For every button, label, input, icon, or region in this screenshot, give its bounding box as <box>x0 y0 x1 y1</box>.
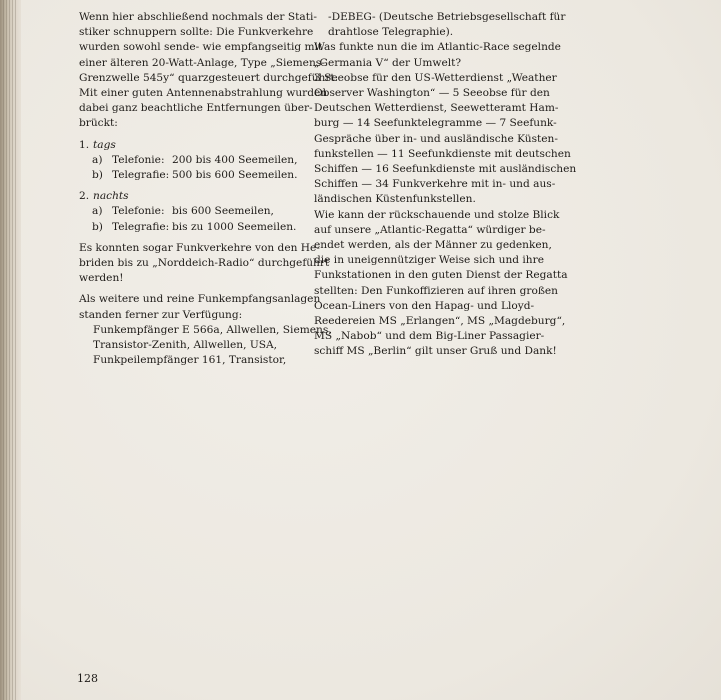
list-item <box>92 168 303 183</box>
text-line: schiff MS „Berlin“ gilt unser Gruß und Dank! <box>314 345 557 358</box>
intro-paragraph <box>79 10 339 132</box>
item-letter: b) <box>92 220 103 233</box>
list-day <box>79 138 303 184</box>
list-night <box>79 189 303 235</box>
item-value: bis 600 Seemeilen, <box>172 205 274 218</box>
text-line: brückt: <box>79 117 118 130</box>
item-letter: a) <box>92 153 103 166</box>
text-line: Grenzwelle 545y“ quarzgesteuert durchgeführt. <box>79 71 339 84</box>
text-line: Deutschen Wetterdienst, Seewetteramt Ham- <box>314 102 559 115</box>
text-line: ländischen Küstenfunkstellen. <box>314 193 476 206</box>
list-number: 1. <box>79 138 90 151</box>
text-line: „Germania V“ der Umwelt? <box>314 56 462 69</box>
left-column <box>79 10 339 374</box>
text-line: Ocean-Liners von den Hapag- und Lloyd- <box>314 299 535 312</box>
text-line: Was funkte nun die im Atlantic-Race segelnde <box>314 41 561 54</box>
text-line: einer älteren 20-Watt-Anlage, Type „Siemens- <box>79 56 325 69</box>
equipment-list <box>79 323 332 369</box>
text-line: stellten: Den Funkoffizieren auf ihren großen <box>314 284 559 297</box>
text-line: Reedereien MS „Erlangen“, MS „Magdeburg“, <box>314 315 566 328</box>
item-value: bis zu 1000 Seemeilen. <box>172 220 297 233</box>
text-line: briden bis zu „Norddeich-Radio“ durchgeführt <box>79 257 330 270</box>
text-line: auf unsere „Atlantic-Regatta“ würdiger be- <box>314 223 546 236</box>
item-value: 500 bis 600 Seemeilen. <box>172 169 298 182</box>
item-key: Telegrafie: <box>112 169 170 182</box>
list-number: 2. <box>79 190 90 203</box>
right-column <box>314 10 577 366</box>
text-line: Schiffen — 16 Seefunkdienste mit ausländischen <box>314 163 577 176</box>
text-line: stiker schnuppern sollte: Die Funkverkehre <box>79 26 314 39</box>
text-line: Es konnten sogar Funkverkehre von den He- <box>79 241 320 254</box>
text-line: 3 Seeobse für den US-Wetterdienst „Weather <box>314 71 557 84</box>
text-line: Als weitere und reine Funkempfangsanlagen <box>79 293 321 306</box>
text-line: Mit einer guten Antennenabstrahlung wurden <box>79 87 328 100</box>
item-key: Telefonie: <box>112 205 165 218</box>
list-label: tags <box>93 138 116 151</box>
book-page <box>21 0 721 700</box>
list-heading <box>79 189 303 204</box>
text-line: Wenn hier abschließend nochmals der Stati- <box>79 11 317 23</box>
list-heading <box>79 138 303 153</box>
list-item <box>92 153 303 168</box>
page-number: 128 <box>77 672 98 685</box>
text-line: funkstellen — 11 Seefunkdienste mit deutschen <box>314 147 571 160</box>
text-line: MS „Nabob“ und dem Big-Liner Passagier- <box>314 330 545 343</box>
stats-paragraph <box>314 71 577 208</box>
question-paragraph <box>314 40 561 70</box>
equipment-item: Transistor-Zenith, Allwellen, USA, <box>93 339 278 352</box>
text-line: Funkstationen in den guten Dienst der Regatta <box>314 269 568 282</box>
equipment-item: Funkempfänger E 566a, Allwellen, Siemens, <box>93 323 332 336</box>
closing-paragraph <box>314 208 568 360</box>
text-line: Schiffen — 34 Funkverkehre mit in- und aus- <box>314 178 556 191</box>
text-line: -DEBEG- (Deutsche Betriebsgesellschaft für <box>328 11 566 23</box>
list-item <box>92 220 303 235</box>
page-stack-lines <box>3 0 17 700</box>
list-label: nachts <box>93 190 129 203</box>
equipment-paragraph <box>79 292 332 368</box>
item-value: 200 bis 400 Seemeilen, <box>172 153 298 166</box>
item-letter: b) <box>92 169 103 182</box>
text-line: Observer Washington“ — 5 Seeobse für den <box>314 87 550 100</box>
text-line: werden! <box>79 272 124 285</box>
book-page-edge <box>0 0 21 700</box>
text-line: burg — 14 Seefunktelegramme — 7 Seefunk- <box>314 117 557 130</box>
text-line: dabei ganz beachtliche Entfernungen über- <box>79 102 313 115</box>
text-line: standen ferner zur Verfügung: <box>79 308 243 321</box>
text-line: endet werden, als der Männer zu gedenken, <box>314 239 552 252</box>
text-line: Gespräche über in- und ausländische Küsten- <box>314 132 558 145</box>
text-line: Wie kann der rückschauende und stolze Blick <box>314 208 560 221</box>
item-key: Telegrafie: <box>112 220 170 233</box>
list-item <box>92 204 303 219</box>
text-line: drahtlose Telegraphie). <box>328 26 454 39</box>
text-line: die in uneigennütziger Weise sich und ihre <box>314 254 544 267</box>
text-line: wurden sowohl sende- wie empfangseitig mit <box>79 41 323 54</box>
item-key: Telefonie: <box>112 153 165 166</box>
item-letter: a) <box>92 205 103 218</box>
debeg-paragraph <box>314 10 566 40</box>
equipment-item: Funkpeilempfänger 161, Transistor, <box>93 354 287 367</box>
hebrides-paragraph <box>79 241 330 287</box>
